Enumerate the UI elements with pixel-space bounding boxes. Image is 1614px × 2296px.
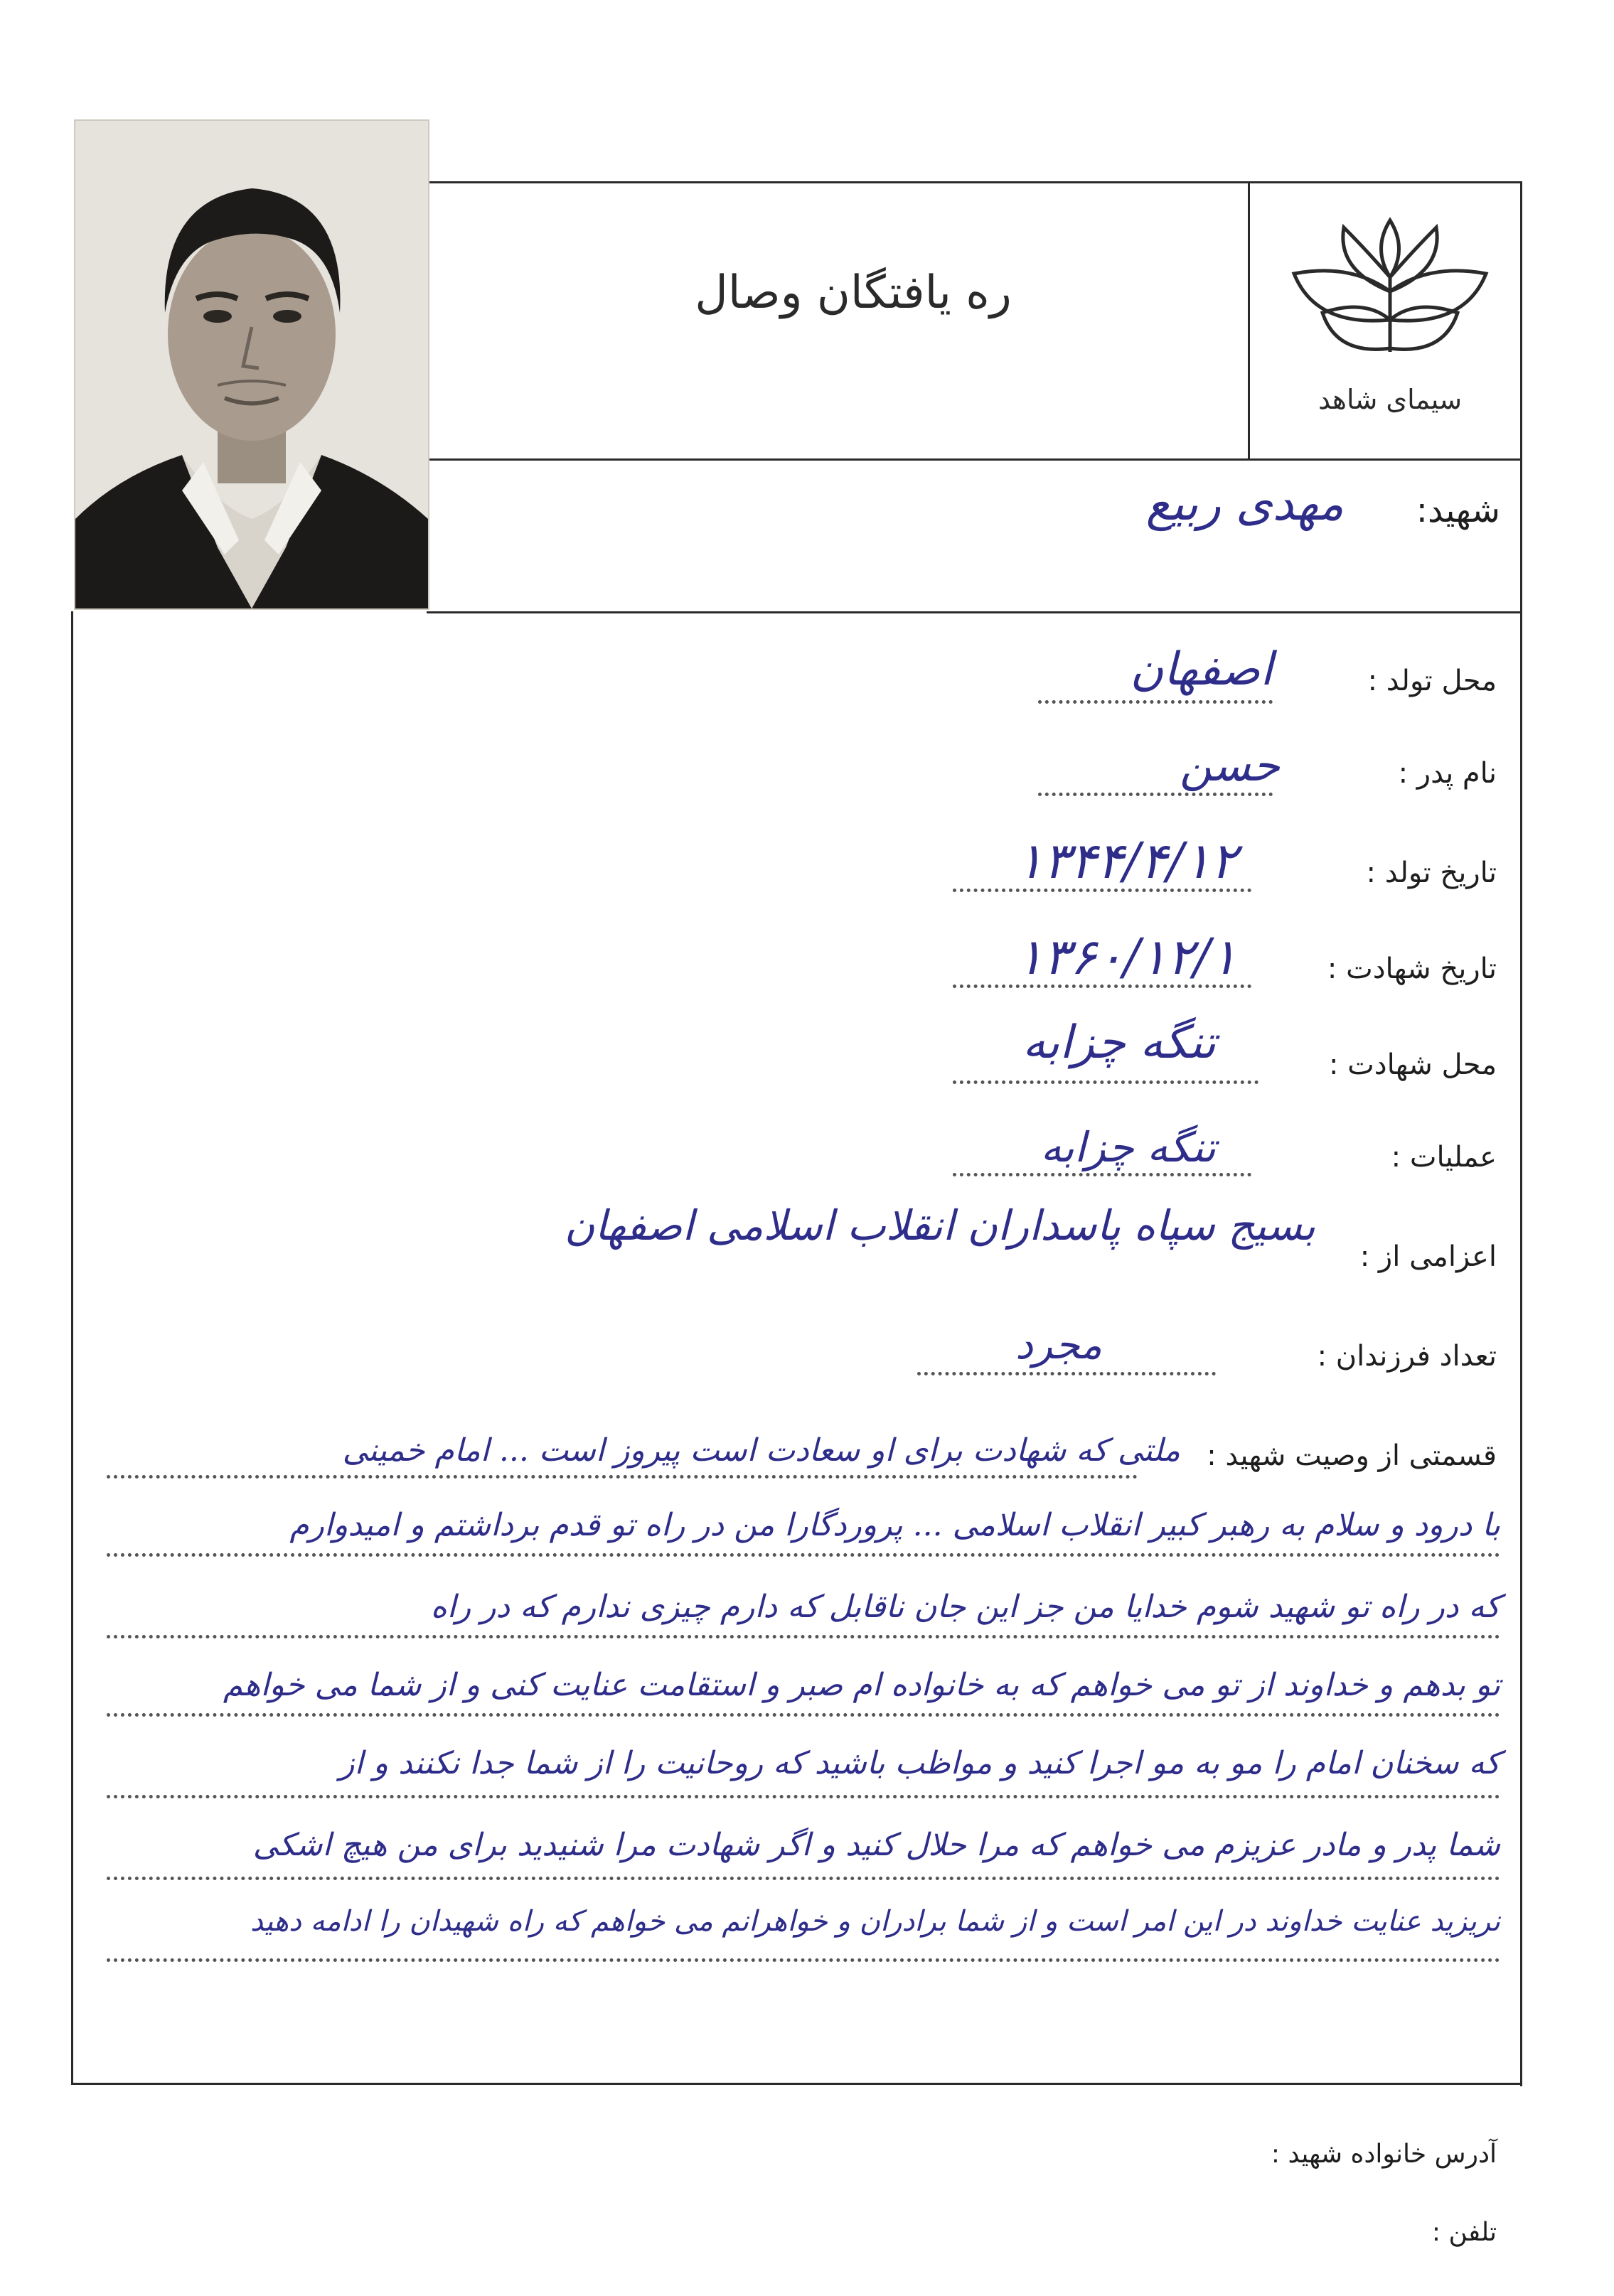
will-line-7: نریزید عنایت خداوند در این امر است و از شما برادران و خواهرانم می خواهم که راه شهیدان را ادامه دهید — [250, 1905, 1500, 1938]
will-dots-3 — [107, 1635, 1500, 1638]
will-dots-6 — [107, 1877, 1500, 1880]
will-dots-4 — [107, 1713, 1500, 1717]
portrait-illustration — [75, 121, 428, 608]
martyr-name: مهدی ربیع — [1145, 476, 1344, 531]
martyrdom-date-label: تاریخ شهادت : — [1327, 953, 1497, 985]
martyrdom-date-value: ۱۳۶۰/۱۲/۱ — [1016, 928, 1237, 986]
dispatched-from-value: بسیج سپاه پاسداران انقلاب اسلامی اصفهان — [564, 1201, 1315, 1250]
will-line-3: که در راه تو شهید شوم خدایا من جز این جان ناقابل که دارم چیزی ندارم که در راه — [430, 1589, 1500, 1625]
martyr-photo — [74, 119, 429, 610]
will-dots-7 — [107, 1958, 1500, 1962]
children-label: تعداد فرزندان : — [1317, 1340, 1497, 1373]
will-line-4: تو بدهم و خداوند از تو می خواهم که به خانواده ام صبر و استقامت عنایت کنی و از شما می خواهم — [223, 1667, 1500, 1703]
will-dots-1 — [107, 1475, 1138, 1479]
father-label: نام پدر : — [1398, 757, 1497, 790]
martyrdom-place-dots — [953, 1080, 1258, 1084]
will-line-5: که سخنان امام را مو به مو اجرا کنید و مواظب باشید که روحانیت را از شما جدا نکنند و از — [339, 1745, 1500, 1781]
will-dots-2 — [107, 1553, 1500, 1557]
right-border — [1520, 181, 1522, 2086]
header-divider — [427, 458, 1522, 461]
will-line-6: شما پدر و مادر عزیزم می خواهم که مرا حلال کنید و اگر شهادت مرا شنیدید برای من هیچ اشکی — [252, 1827, 1500, 1863]
birthplace-value: اصفهان — [1130, 643, 1273, 696]
birthplace-label: محل تولد : — [1367, 665, 1497, 697]
dispatched-from-label: اعزامی از : — [1359, 1240, 1497, 1273]
bottom-border — [71, 2083, 1522, 2085]
children-dots — [917, 1372, 1216, 1375]
operation-dots — [953, 1173, 1251, 1176]
father-dots — [1038, 793, 1273, 796]
father-value: حسن — [1180, 739, 1280, 791]
birthplace-dots — [1038, 700, 1273, 704]
phone-label: تلفن : — [1431, 2218, 1497, 2247]
left-border — [71, 611, 73, 2083]
form-title: ره یافتگان وصال — [695, 267, 1012, 319]
top-border — [427, 181, 1522, 183]
martyr-label: شهید: — [1416, 490, 1500, 530]
operation-value: تنگه چزابه — [1040, 1123, 1216, 1171]
children-value: مجرد — [1015, 1322, 1102, 1368]
logo-divider — [1248, 181, 1250, 458]
logo-caption: سیمای شاهد — [1318, 384, 1463, 415]
will-dots-5 — [107, 1795, 1500, 1798]
lotus-logo-icon — [1280, 206, 1500, 370]
martyrdom-place-value: تنگه چزابه — [1022, 1016, 1216, 1069]
birth-date-label: تاریخ تولد : — [1366, 857, 1497, 889]
name-divider — [427, 611, 1522, 613]
will-line-1: ملتی که شهادت برای او سعادت است پیروز است ... امام خمینی — [342, 1432, 1180, 1469]
birth-date-value: ۱۳۴۴/۴/۱۲ — [1016, 832, 1237, 890]
will-line-2: با درود و سلام به رهبر کبیر انقلاب اسلامی ... پروردگارا من در راه تو قدم برداشتم و امیدوارم — [289, 1507, 1500, 1543]
operation-label: عملیات : — [1391, 1141, 1497, 1174]
will-label: قسمتی از وصیت شهید : — [1207, 1439, 1497, 1472]
martyrdom-place-label: محل شهادت : — [1328, 1048, 1497, 1081]
address-label: آدرس خانواده شهید : — [1271, 2140, 1497, 2169]
